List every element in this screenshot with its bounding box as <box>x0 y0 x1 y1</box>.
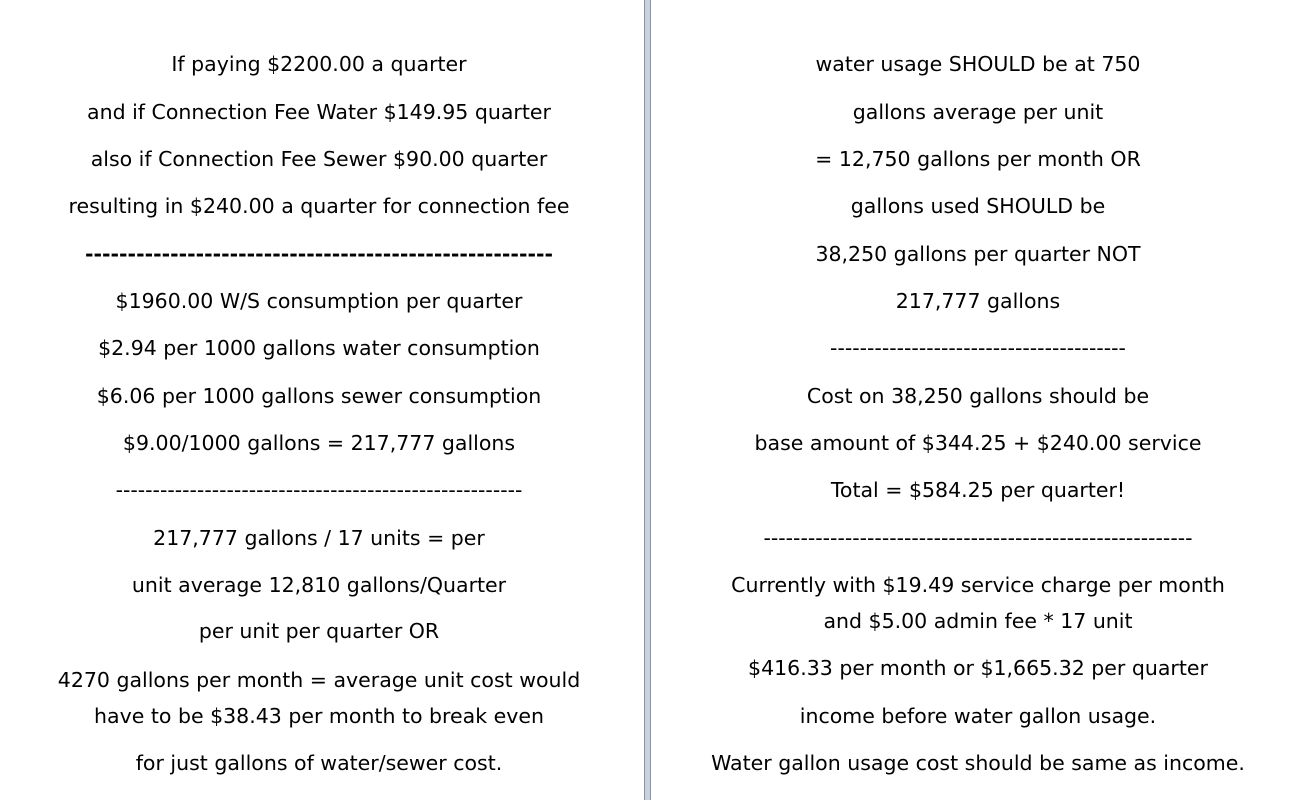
text-line: = 12,750 gallons per month OR <box>815 147 1141 171</box>
text-line: $9.00/1000 gallons = 217,777 gallons <box>122 431 516 455</box>
text-line: $2.94 per 1000 gallons water consumption <box>98 336 540 360</box>
text-line: unit average 12,810 gallons/Quarter <box>131 573 507 597</box>
text-line: Water gallon usage cost should be same as income. <box>711 751 1245 775</box>
column-divider <box>644 0 651 800</box>
text-line: and if Connection Fee Water $149.95 quarter <box>87 100 551 124</box>
text-line: income before water gallon usage. <box>799 704 1157 728</box>
separator-line: ---------------------------------------------------------- <box>763 526 1193 550</box>
text-line: gallons used SHOULD be <box>850 194 1106 218</box>
text-line: 217,777 gallons <box>895 289 1061 313</box>
text-line: Total = $584.25 per quarter! <box>830 478 1126 502</box>
right-column <box>656 0 1300 800</box>
text-line: If paying $2200.00 a quarter <box>171 52 467 76</box>
text-line: $1960.00 W/S consumption per quarter <box>115 289 523 313</box>
text-line: also if Connection Fee Sewer $90.00 quarter <box>90 147 548 171</box>
text-line: per unit per quarter OR <box>198 619 440 643</box>
separator-line: ---------------------------------------- <box>830 336 1126 360</box>
text-line: 4270 gallons per month = average unit cost would <box>57 668 581 692</box>
text-line: have to be $38.43 per month to break even <box>94 704 544 728</box>
text-line: $6.06 per 1000 gallons sewer consumption <box>96 384 542 408</box>
text-line: $416.33 per month or $1,665.32 per quarter <box>748 656 1208 680</box>
text-line: 38,250 gallons per quarter NOT <box>815 242 1141 266</box>
text-line: base amount of $344.25 + $240.00 service <box>754 431 1202 455</box>
separator-line: ------------------------------------------------------- <box>115 478 523 502</box>
left-column <box>0 0 638 800</box>
text-line: and $5.00 admin fee * 17 unit <box>823 609 1133 633</box>
text-line: water usage SHOULD be at 750 <box>815 52 1141 76</box>
text-line: Cost on 38,250 gallons should be <box>806 384 1150 408</box>
text-line: 217,777 gallons / 17 units = per <box>153 526 485 550</box>
separator-line: ------------------------------------------------------- <box>85 242 553 266</box>
text-line: resulting in $240.00 a quarter for connection fee <box>68 194 570 218</box>
text-line: Currently with $19.49 service charge per month <box>731 573 1225 597</box>
text-line: gallons average per unit <box>852 100 1104 124</box>
text-line: for just gallons of water/sewer cost. <box>135 751 503 775</box>
